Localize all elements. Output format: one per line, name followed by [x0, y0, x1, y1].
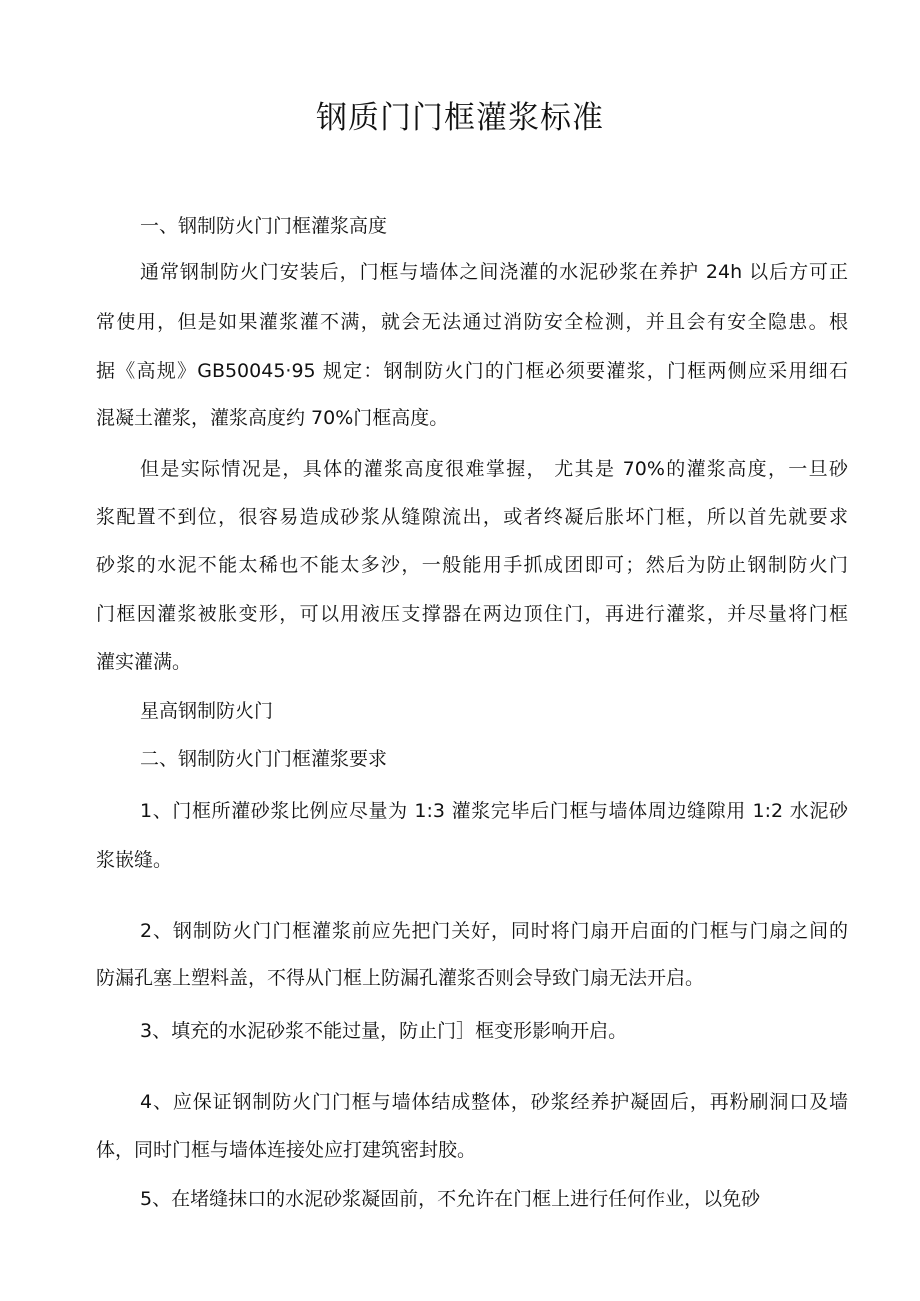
paragraph-1-line-4: 混凝土灌浆，灌浆高度约 70%门框高度。 [96, 407, 449, 429]
requirement-4-line-2: 体，同时门框与墙体连接处应打建筑密封胶。 [96, 1139, 477, 1161]
requirement-4-line-1: 4、应保证钢制防火门门框与墙体结成整体，砂浆经养护凝固后，再粉刷洞口及墙 [140, 1091, 848, 1113]
paragraph-2-line-3: 砂浆的水泥不能太稀也不能太多沙，一般能用手抓成团即可；然后为防止钢制防火门 [96, 554, 848, 576]
requirement-1-line-2: 浆嵌缝。 [96, 849, 173, 871]
section-heading-1: 一、钢制防火门门框灌浆高度 [140, 215, 388, 237]
paragraph-1-line-2: 常使用，但是如果灌浆灌不满，就会无法通过消防安全检测，并且会有安全隐患。根 [96, 311, 848, 333]
brand-line: 星高钢制防火门 [140, 700, 274, 722]
requirement-1-line-1: 1、门框所灌砂浆比例应尽量为 1:3 灌浆完毕后门框与墙体周边缝隙用 1:2 水泥砂 [140, 800, 848, 822]
paragraph-2-line-4: 门框因灌浆被胀变形，可以用液压支撑器在两边顶住门，再进行灌浆，并尽量将门框 [96, 603, 848, 625]
document-title: 钢质门门框灌浆标准 [316, 100, 604, 136]
requirement-3: 3、填充的水泥砂浆不能过量，防止门］框变形影响开启。 [140, 1020, 628, 1042]
requirement-5-line-1: 5、在堵缝抹口的水泥砂浆凝固前，不允许在门框上进行任何作业，以免砂 [140, 1188, 761, 1210]
paragraph-2-line-5: 灌实灌满。 [96, 651, 192, 673]
paragraph-2-line-2: 浆配置不到位，很容易造成砂浆从缝隙流出，或者终凝后胀坏门框，所以首先就要求 [96, 506, 848, 528]
requirement-2-line-1: 2、钢制防火门门框灌浆前应先把门关好，同时将门扇开启面的门框与门扇之间的 [140, 920, 848, 942]
paragraph-1-line-1: 通常钢制防火门安装后，门框与墙体之间浇灌的水泥砂浆在养护 24h 以后方可正 [140, 261, 848, 283]
paragraph-2-line-1: 但是实际情况是，具体的灌浆高度很难掌握， 尤其是 70%的灌浆高度，一旦砂 [140, 458, 848, 480]
paragraph-1-line-3: 据《高规》GB50045·95 规定：钢制防火门的门框必须要灌浆，门框两侧应采用细石 [96, 360, 848, 382]
requirement-2-line-2: 防漏孔塞上塑料盖，不得从门框上防漏孔灌浆否则会导致门扇无法开启。 [96, 967, 705, 989]
section-heading-2: 二、钢制防火门门框灌浆要求 [140, 748, 388, 770]
